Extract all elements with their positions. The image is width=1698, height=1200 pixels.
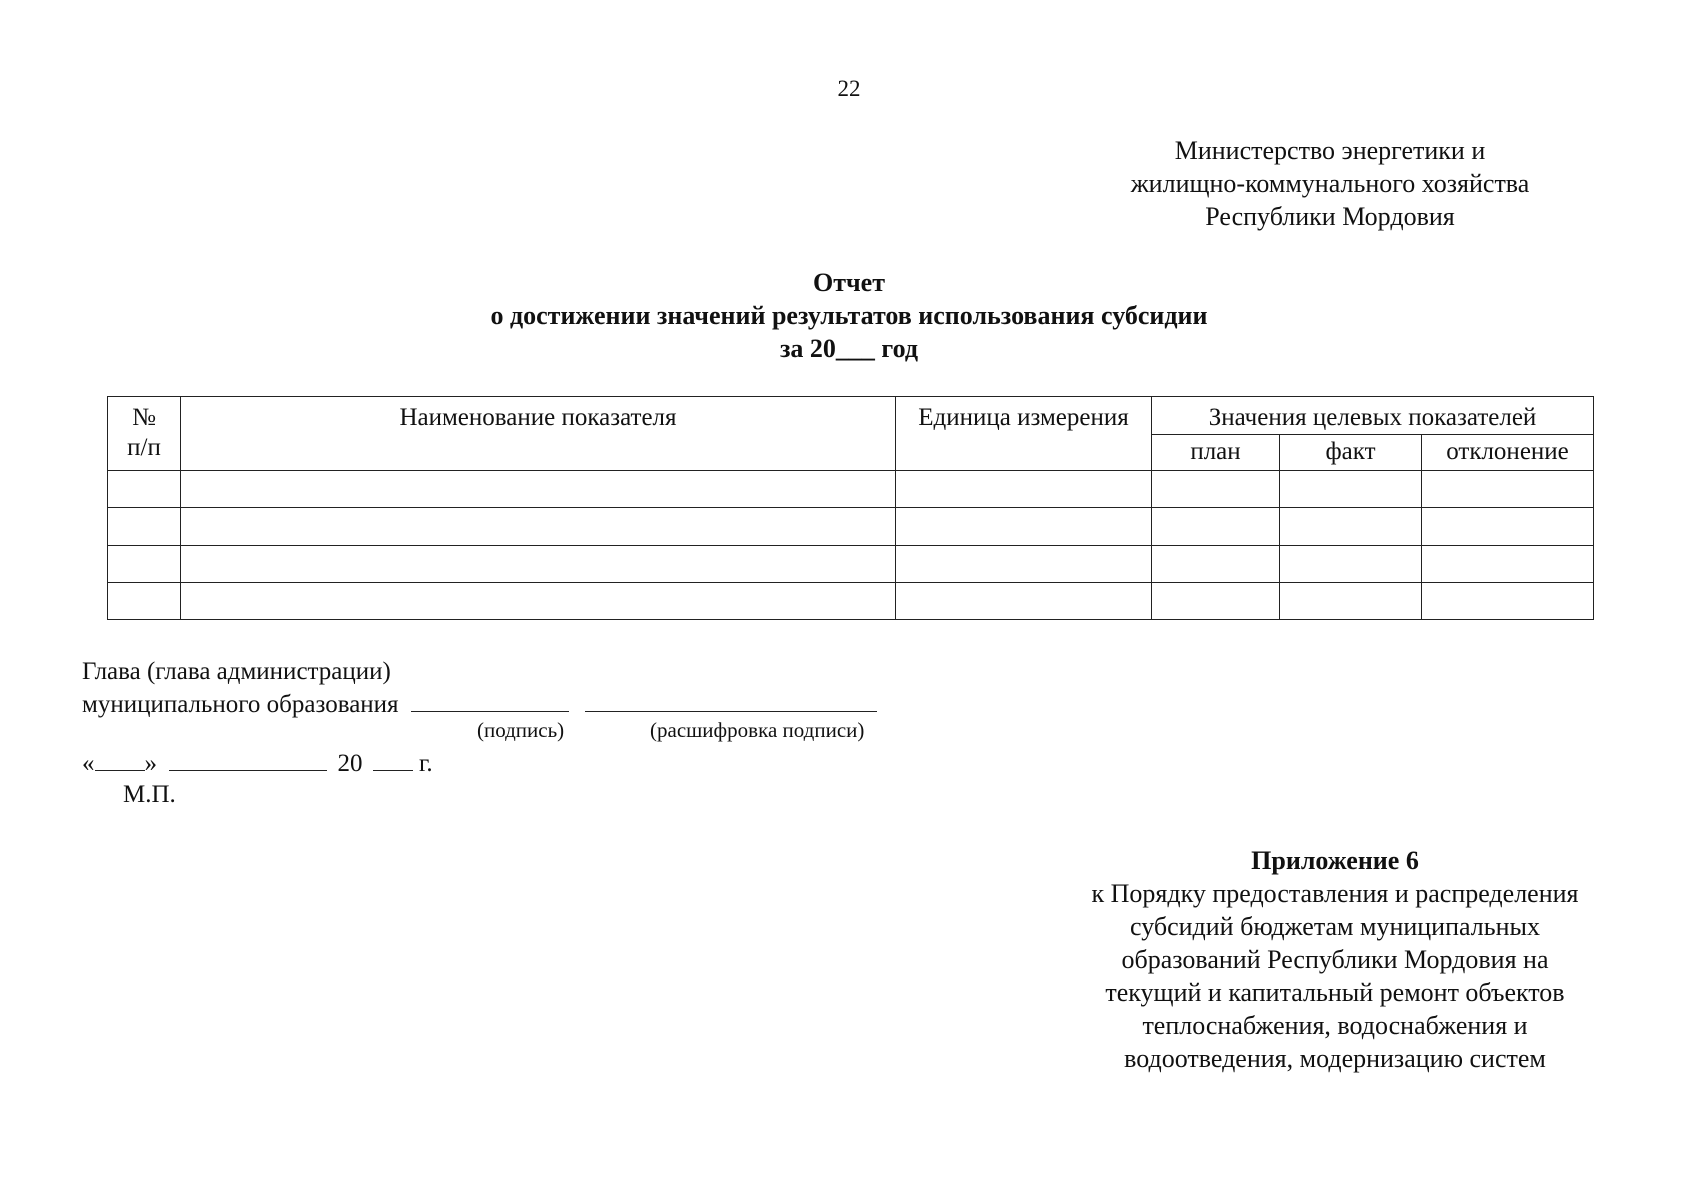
table-cell[interactable]	[181, 508, 896, 545]
table-cell[interactable]	[1280, 582, 1422, 619]
signature-caption: (подпись)	[477, 718, 565, 742]
appendix-line: к Порядку предоставления и распределения	[1091, 879, 1579, 908]
table-cell[interactable]	[108, 582, 181, 619]
addressee-line: жилищно-коммунального хозяйства	[1130, 169, 1530, 198]
table-cell[interactable]	[1422, 545, 1594, 582]
table-cell[interactable]	[896, 471, 1152, 508]
column-header-deviation: отклонение	[1422, 435, 1594, 471]
column-header-number	[108, 397, 181, 471]
day-blank[interactable]	[95, 748, 145, 771]
appendix-title: Приложение 6	[1251, 846, 1419, 875]
report-title-line: о достижении значений результатов использования субсидии	[490, 301, 1208, 330]
table-cell[interactable]	[1422, 471, 1594, 508]
table-cell[interactable]	[181, 471, 896, 508]
column-header-number-line: п/п	[127, 434, 161, 461]
appendix-line: образований Республики Мордовия на	[1121, 945, 1549, 974]
table-cell[interactable]	[108, 508, 181, 545]
page-number: 22	[837, 76, 861, 101]
table-cell[interactable]	[108, 471, 181, 508]
table-header-row	[108, 397, 1594, 435]
signature-decoding-line[interactable]	[585, 689, 877, 712]
results-table	[107, 396, 1594, 620]
seal-mark: М.П.	[123, 781, 176, 808]
table-cell[interactable]	[1422, 582, 1594, 619]
table-row	[108, 545, 1594, 582]
signature-line[interactable]	[411, 689, 569, 712]
table-row	[108, 471, 1594, 508]
date-year-prefix: 20	[337, 750, 363, 777]
signature-decoding-caption: (расшифровка подписи)	[650, 718, 865, 742]
addressee-line: Республики Мордовия	[1205, 202, 1455, 231]
date-close-quote: »	[144, 750, 157, 777]
appendix-line: текущий и капитальный ремонт объектов	[1105, 978, 1565, 1007]
report-title-line: Отчет	[813, 268, 885, 297]
appendix-line: субсидий бюджетам муниципальных	[1130, 912, 1540, 941]
head-label-text: муниципального образования	[82, 691, 399, 718]
table-cell[interactable]	[1280, 545, 1422, 582]
table-cell[interactable]	[896, 508, 1152, 545]
table-cell[interactable]	[896, 545, 1152, 582]
month-blank[interactable]	[169, 748, 327, 771]
table-cell[interactable]	[181, 545, 896, 582]
table-cell[interactable]	[1280, 508, 1422, 545]
column-header-plan: план	[1152, 435, 1280, 471]
signature-block	[82, 655, 877, 721]
addressee-line: Министерство энергетики и	[1174, 136, 1486, 165]
column-header-fact: факт	[1280, 435, 1422, 471]
column-header-unit: Единица измерения	[896, 397, 1152, 471]
appendix-line: теплоснабжения, водоснабжения и	[1142, 1011, 1528, 1040]
table-row	[108, 508, 1594, 545]
table-cell[interactable]	[181, 582, 896, 619]
column-header-targets: Значения целевых показателей	[1152, 397, 1594, 435]
table-cell[interactable]	[1152, 582, 1280, 619]
date-line	[82, 748, 433, 778]
table-row	[108, 582, 1594, 619]
column-header-number-line: №	[132, 404, 156, 431]
appendix-block	[1055, 844, 1615, 1075]
report-title	[300, 266, 1398, 365]
report-title-line: за 20___ год	[779, 334, 918, 363]
addressee-block	[1100, 134, 1560, 233]
table-cell[interactable]	[1280, 471, 1422, 508]
table-cell[interactable]	[1152, 545, 1280, 582]
date-open-quote: «	[82, 750, 95, 777]
appendix-line: водоотведения, модернизацию систем	[1124, 1044, 1546, 1073]
table-cell[interactable]	[1422, 508, 1594, 545]
year-blank[interactable]	[373, 748, 413, 771]
table-cell[interactable]	[108, 545, 181, 582]
date-year-suffix: г.	[419, 750, 433, 777]
head-label: Глава (глава администрации)	[82, 658, 391, 685]
column-header-name: Наименование показателя	[181, 397, 896, 471]
head-label-municipality	[82, 688, 877, 721]
table-cell[interactable]	[1152, 508, 1280, 545]
table-cell[interactable]	[1152, 471, 1280, 508]
table-cell[interactable]	[896, 582, 1152, 619]
